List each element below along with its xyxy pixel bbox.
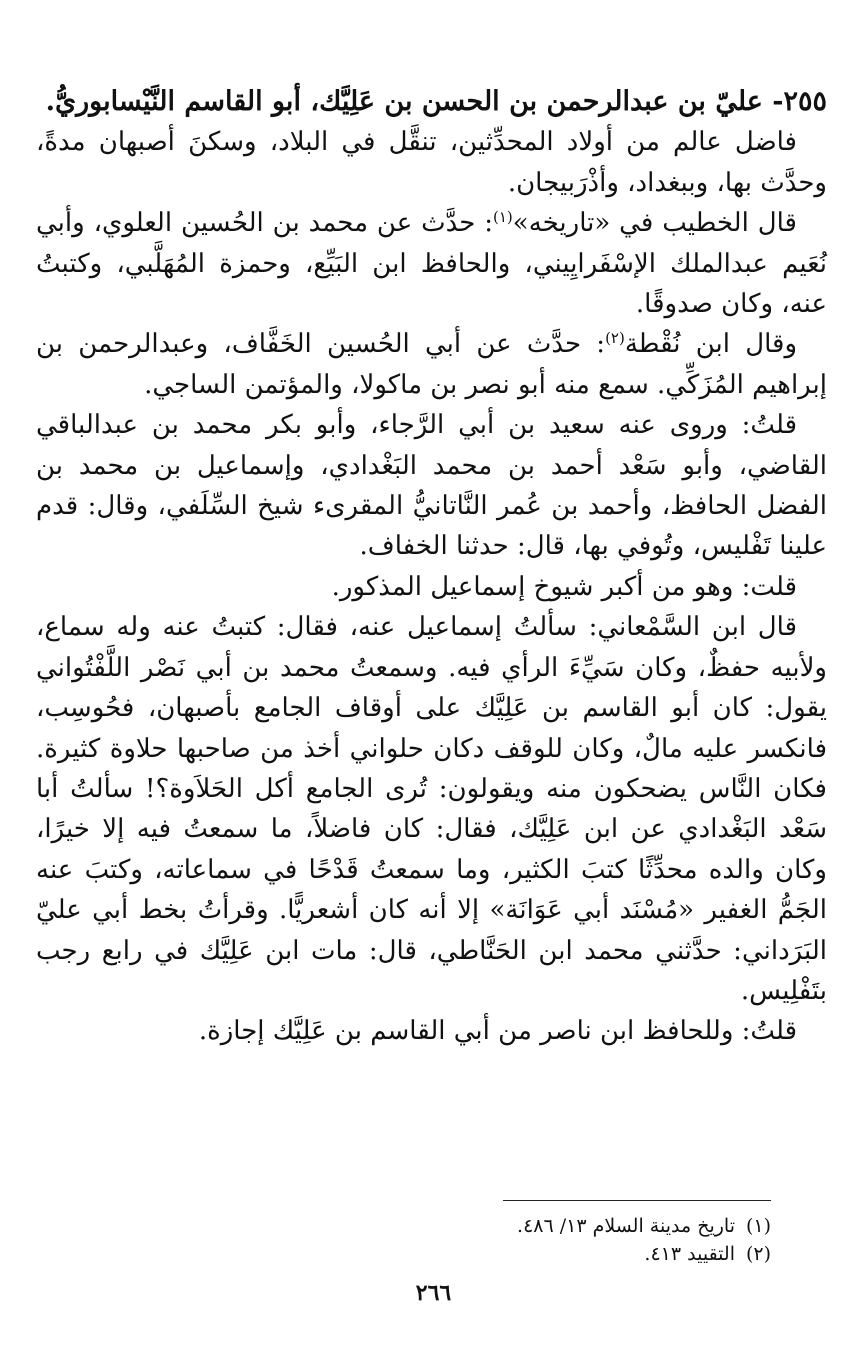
paragraph-2 [36,203,827,324]
paragraph-text: وقال ابن نُقْطة [624,329,797,360]
paragraph-text-rest: : حدَّث عن أبي الحُسين الخَفَّاف، وعبدالرحمن بن إبراهيم المُزَكِّي. سمع منه أبو نصر بن ماكولا، والمؤتمن الساجي. [36,329,827,400]
paragraph-text: فاضل عالم من أولاد المحدِّثين، تنقَّل في البلاد، وسكنَ أصبهان مدةً، وحدَّث بها، وببغداد، وأذْرَبيجان. [36,127,827,198]
footnote-text: التقييد ٤١٣. [644,1243,735,1265]
main-text [36,82,827,1052]
paragraph-5 [36,567,827,607]
footnotes [60,1212,771,1268]
paragraph-text-rest: : حدَّث عن محمد بن الحُسين العلوي، وأبي نُعَيم عبدالملك الإسْفَرايِيني، والحافظ ابن البَيِّع، وحمزة المُهَلَّبي، وكتبتُ عنه، وكان صدوقًا. [36,208,827,320]
footnote-number: (١) [745,1215,771,1237]
paragraph-text: قلتُ: وروى عنه سعيد بن أبي الرَّجاء، وأبو بكر محمد بن عبدالباقي القاضي، وأبو سَعْد أحمد بن محمد البَغْدادي، وإسماعيل بن محمد بن الفضل الحافظ، وأحمد بن عُمر النَّاتانيُّ المقرىء شيخ السِّلَفي، وقال: قدم علينا تَفْليس، وتُوفي بها، قال: حدثنا الخفاف. [36,410,827,562]
paragraph-4 [36,405,827,567]
paragraph-6 [36,607,827,1011]
paragraph-text: قال الخطيب في «تاريخه» [512,208,797,239]
footnote-divider [503,1200,771,1201]
footnote-ref-1[interactable]: (١) [493,208,513,227]
paragraph-text: قلتُ: وللحافظ ابن ناصر من أبي القاسم بن عَلِيَّك إجازة. [198,1016,797,1047]
footnote-number: (٢) [745,1243,771,1265]
footnote-2 [60,1240,771,1268]
paragraph-3 [36,324,827,405]
paragraph-text: قلت: وهو من أكبر شيوخ إسماعيل المذكور. [331,571,797,602]
entry-title: ٢٥٥- عليّ بن عبدالرحمن بن الحسن بن عَلِيَّك، أبو القاسم النَّيْسابوريُّ. [45,86,827,117]
footnote-ref-2[interactable]: (٢) [605,329,625,348]
footnote-text: تاريخ مدينة السلام ١٣/ ٤٨٦. [517,1215,735,1237]
paragraph-text: قال ابن السَّمْعاني: سألتُ إسماعيل عنه، فقال: كتبتُ عنه وله سماع، ولأبيه حفظٌ، وكان سَيِّءَ الرأي فيه. وسمعتُ محمد بن أبي نَصْر اللَّفْتُواني يقول: كان أبو القاسم بن عَلِيَّك على أوقاف الجامع بأصبهان، فحُوسِب، فانكسر عليه مالٌ، وكان للوقف دكان حلواني أخذ من صاحبها حلاوة كثيرة. فكان النَّاس يضحكون منه ويقولون: تُرى الجامع أكل الحَلاَوة؟! سألتُ أبا سَعْد البَغْدادي عن ابن عَلِيَّك، فقال: كان فاضلاً، ما سمعتُ فيه إلا خيرًا، وكان والده محدِّثًا كتبَ الكثير، وما سمعتُ قَدْحًا في سماعاته، وكتبَ عنه الجَمُّ الغفير «مُسْنَد أبي عَوَانَة» إلا أنه كان أشعريًّا. وقرأتُ بخط أبي عليّ البَرَداني: حدَّثني محمد ابن الحَنَّاطي، قال: مات ابن عَلِيَّك في رابع رجب بتَفْلِيس. [36,612,827,1006]
footnote-1 [60,1212,771,1240]
paragraph-7 [36,1011,827,1051]
paragraph-1 [36,122,827,203]
page-number: ٢٦٦ [415,1280,452,1306]
